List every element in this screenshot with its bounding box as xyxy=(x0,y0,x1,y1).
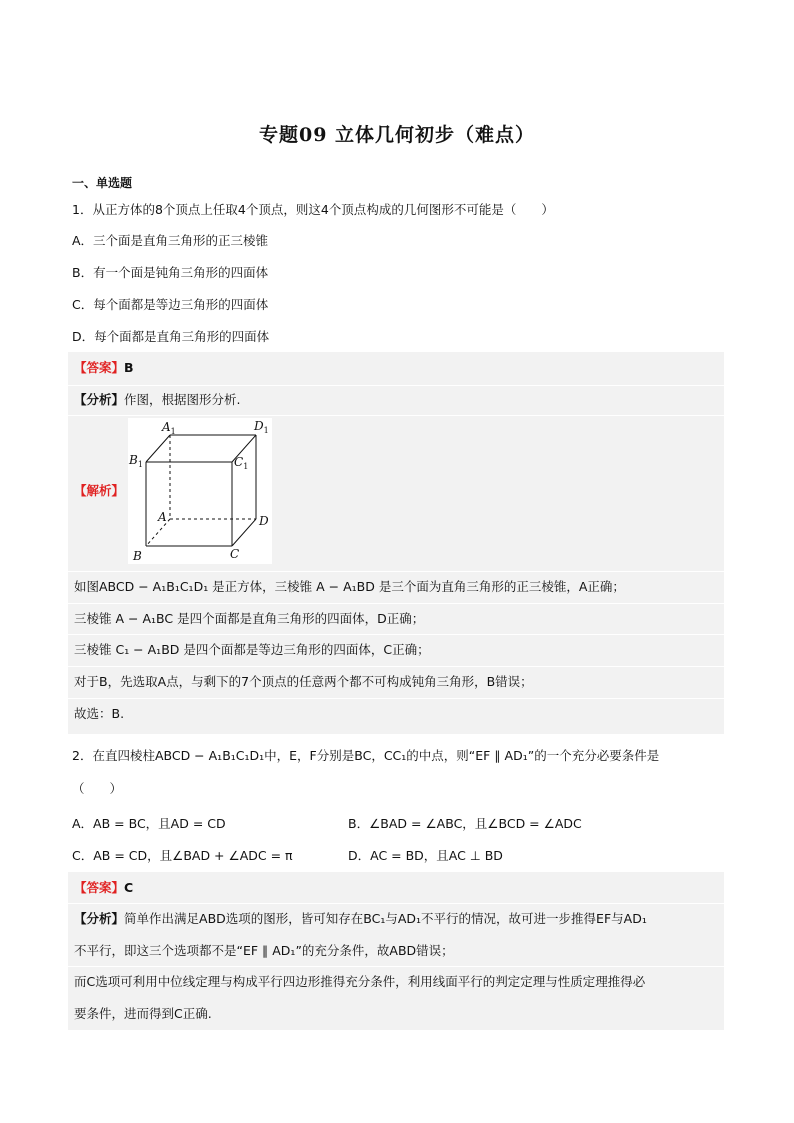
answer-value: C xyxy=(124,880,134,895)
answer-tag: 【答案】 xyxy=(74,880,125,895)
question-1-stem: 1．从正方体的8个顶点上任取4个顶点，则这4个顶点构成的几何图形不可能是（ ） xyxy=(72,202,554,217)
q2-option-a: A．AB = BC，且AD = CD xyxy=(72,816,226,831)
q2-answer xyxy=(74,879,133,897)
analysis-text: 简单作出满足ABD选项的图形，皆可知存在BC₁与AD₁不平行的情况，故可进一步推得EF与AD₁ xyxy=(124,911,647,926)
question-2-stem-line1: 2．在直四棱柱ABCD − A₁B₁C₁D₁中，E，F分别是BC，CC₁的中点，则“EF ∥ AD₁”的一个充分必要条件是 xyxy=(72,748,660,763)
label-b1: $B_1$ xyxy=(129,453,143,469)
page-title: 专题09 立体几何初步（难点） xyxy=(258,124,536,146)
q1-answer xyxy=(74,359,134,377)
q1-option-d: D．每个面都是直角三角形的四面体 xyxy=(72,329,270,344)
q2-analysis-line-3: 而C选项可利用中位线定理与构成平行四边形推得充分条件，利用线面平行的判定定理与性质定理推得必 xyxy=(74,974,646,989)
cube-figure xyxy=(128,418,272,564)
q2-analysis-line-1 xyxy=(74,910,647,928)
q1-solution-line-5: 故选：B. xyxy=(74,706,125,721)
label-d: D xyxy=(259,514,269,528)
label-a: A xyxy=(158,510,167,524)
q1-solution-line-3: 三棱锥 C₁ − A₁BD 是四个面都是等边三角形的四面体，C正确； xyxy=(74,642,430,657)
q1-solution-tag xyxy=(74,482,124,500)
q2-option-c: C．AB = CD，且∠BAD + ∠ADC = π xyxy=(72,848,293,863)
answer-value: B xyxy=(124,360,134,375)
label-c1: $C_1$ xyxy=(234,455,249,471)
section-heading: 一、单选题 xyxy=(72,176,133,190)
analysis-text: 作图，根据图形分析. xyxy=(124,392,241,407)
solution-tag: 【解析】 xyxy=(74,483,125,498)
q2-analysis-line-4: 要条件，进而得到C正确. xyxy=(74,1006,212,1021)
q1-analysis xyxy=(74,391,241,409)
q2-option-d: D．AC = BD，且AC ⊥ BD xyxy=(348,848,503,863)
q2-answer-block xyxy=(68,872,724,1030)
q1-solution-line-2: 三棱锥 A − A₁BC 是四个面都是直角三角形的四面体，D正确； xyxy=(74,611,425,626)
cube-diagram xyxy=(128,418,272,564)
q2-option-b: B．∠BAD = ∠ABC，且∠BCD = ∠ADC xyxy=(348,816,582,831)
answer-tag: 【答案】 xyxy=(74,360,125,375)
q1-option-b: B．有一个面是钝角三角形的四面体 xyxy=(72,265,269,280)
label-b: B xyxy=(133,549,142,563)
q2-analysis-line-2: 不平行，即这三个选项都不是“EF ∥ AD₁”的充分条件，故ABD错误； xyxy=(74,943,454,958)
label-d1: $D_1$ xyxy=(254,419,269,435)
q1-solution-line-4: 对于B，先选取A点，与剩下的7个顶点的任意两个都不可构成钝角三角形，B错误； xyxy=(74,674,533,689)
question-2-stem-line2: （ ） xyxy=(72,781,123,796)
analysis-tag: 【分析】 xyxy=(74,392,125,407)
q1-solution-line-1: 如图ABCD − A₁B₁C₁D₁ 是正方体，三棱锥 A − A₁BD 是三个面为直角三角形的正三棱锥，A正确； xyxy=(74,579,625,594)
label-a1: $A_1$ xyxy=(162,420,176,436)
analysis-tag: 【分析】 xyxy=(74,911,125,926)
q1-option-c: C．每个面都是等边三角形的四面体 xyxy=(72,297,269,312)
label-c: C xyxy=(230,547,240,561)
q1-option-a: A．三个面是直角三角形的正三棱锥 xyxy=(72,233,269,248)
